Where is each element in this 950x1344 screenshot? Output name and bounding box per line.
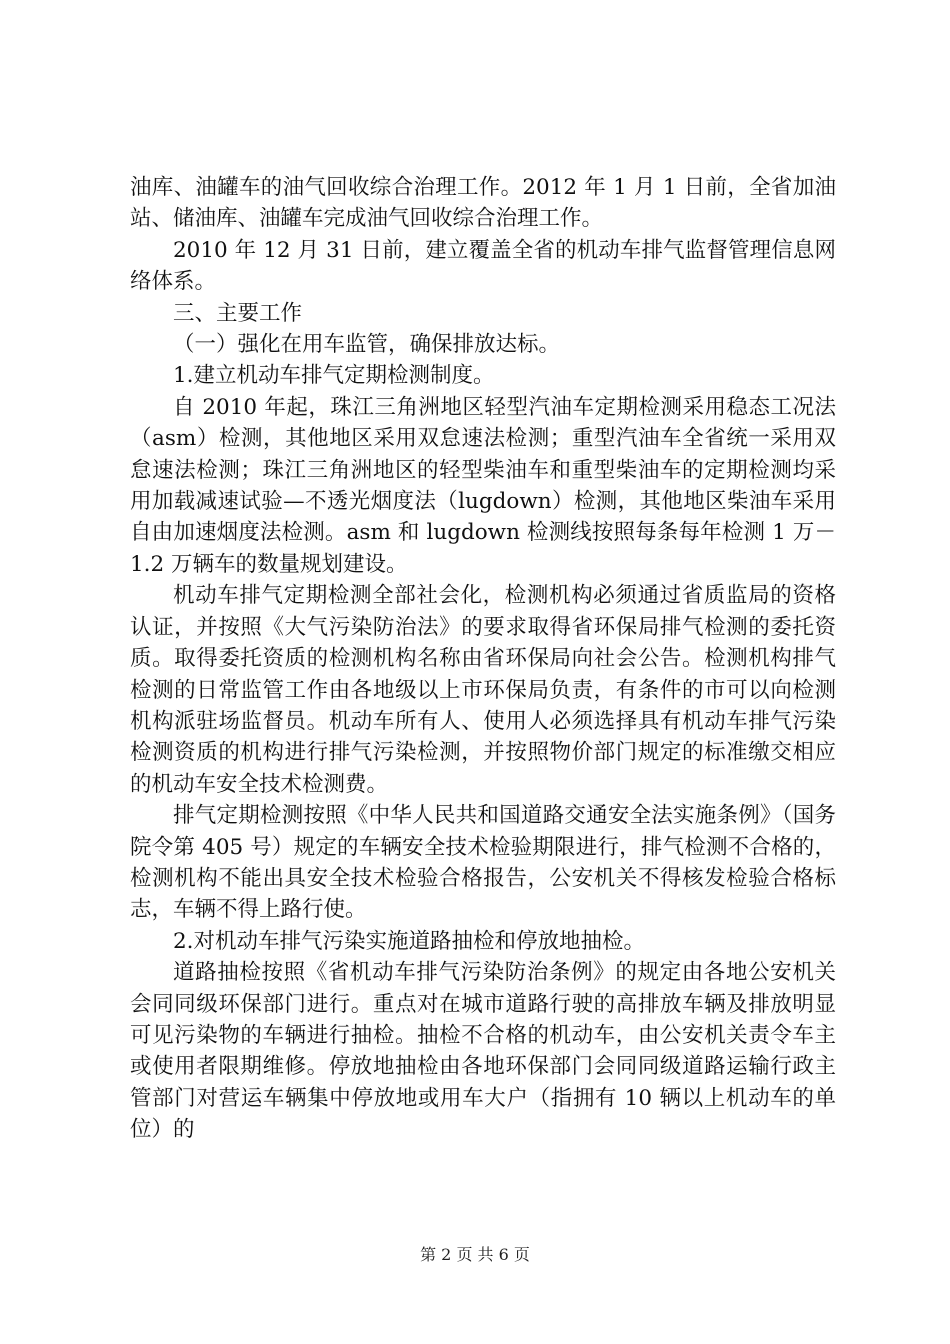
document-body	[130, 172, 836, 1146]
paragraph-road-spot-check: 道路抽检按照《省机动车排气污染防治条例》的规定由各地公安机关会同同级环保部门进行。重点对在城市道路行驶的高排放车辆及排放明显可见污染物的车辆进行抽检。抽检不合格的机动车，由公安机关责令车主或使用者限期维修。停放地抽检由各地环保部门会同同级道路运输行政主管部门对营运车辆集中停放地或用车大户（指拥有 10 辆以上机动车的单位）的	[130, 960, 836, 1143]
page-number-footer: 第 2 页 共 6 页	[420, 1245, 530, 1264]
item-heading-1: 1.建立机动车排气定期检测制度。	[173, 363, 495, 389]
paragraph-socialization: 机动车排气定期检测全部社会化，检测机构必须通过省质监局的资格认证，并按照《大气污染防治法》的要求取得省环保局排气检测的委托资质。取得委托资质的检测机构名称由省环保局向社会公告。检测机构排气检测的日常监管工作由各地级以上市环保局负责，有条件的市可以向检测机构派驻场监督员。机动车所有人、使用人必须选择具有机动车排气污染检测资质的机构进行排气污染检测，并按照物价部门规定的标准缴交相应的机动车安全技术检测费。	[130, 583, 836, 797]
section-heading: 三、主要工作	[173, 300, 303, 326]
paragraph-deadline: 2010 年 12 月 31 日前，建立覆盖全省的机动车排气监督管理信息网络体系。	[130, 237, 836, 295]
paragraph-inspection-period: 排气定期检测按照《中华人民共和国道路交通安全法实施条例》（国务院令第 405 号）规定的车辆安全技术检验期限进行，排气检测不合格的，检测机构不能出具安全技术检验合格报告，公安机关不得核发检验合格标志，车辆不得上路行使。	[130, 803, 836, 923]
paragraph-testing-methods: 自 2010 年起，珠江三角洲地区轻型汽油车定期检测采用稳态工况法（asm）检测，其他地区采用双怠速法检测；重型汽油车全省统一采用双怠速法检测；珠江三角洲地区的轻型柴油车和重型柴油车的定期检测均采用加载减速试验—不透光烟度法（lugdown）检测，其他地区柴油车采用自由加速烟度法检测。asm 和 lugdown 检测线按照每条每年检测 1 万－1.2 万辆车的数量规划建设。	[130, 394, 836, 577]
item-heading-2: 2.对机动车排气污染实施道路抽检和停放地抽检。	[173, 928, 646, 954]
paragraph-continued: 油库、油罐车的油气回收综合治理工作。2012 年 1 月 1 日前，全省加油站、储油库、油罐车完成油气回收综合治理工作。	[130, 175, 836, 232]
subsection-heading: （一）强化在用车监管，确保排放达标。	[173, 332, 561, 358]
